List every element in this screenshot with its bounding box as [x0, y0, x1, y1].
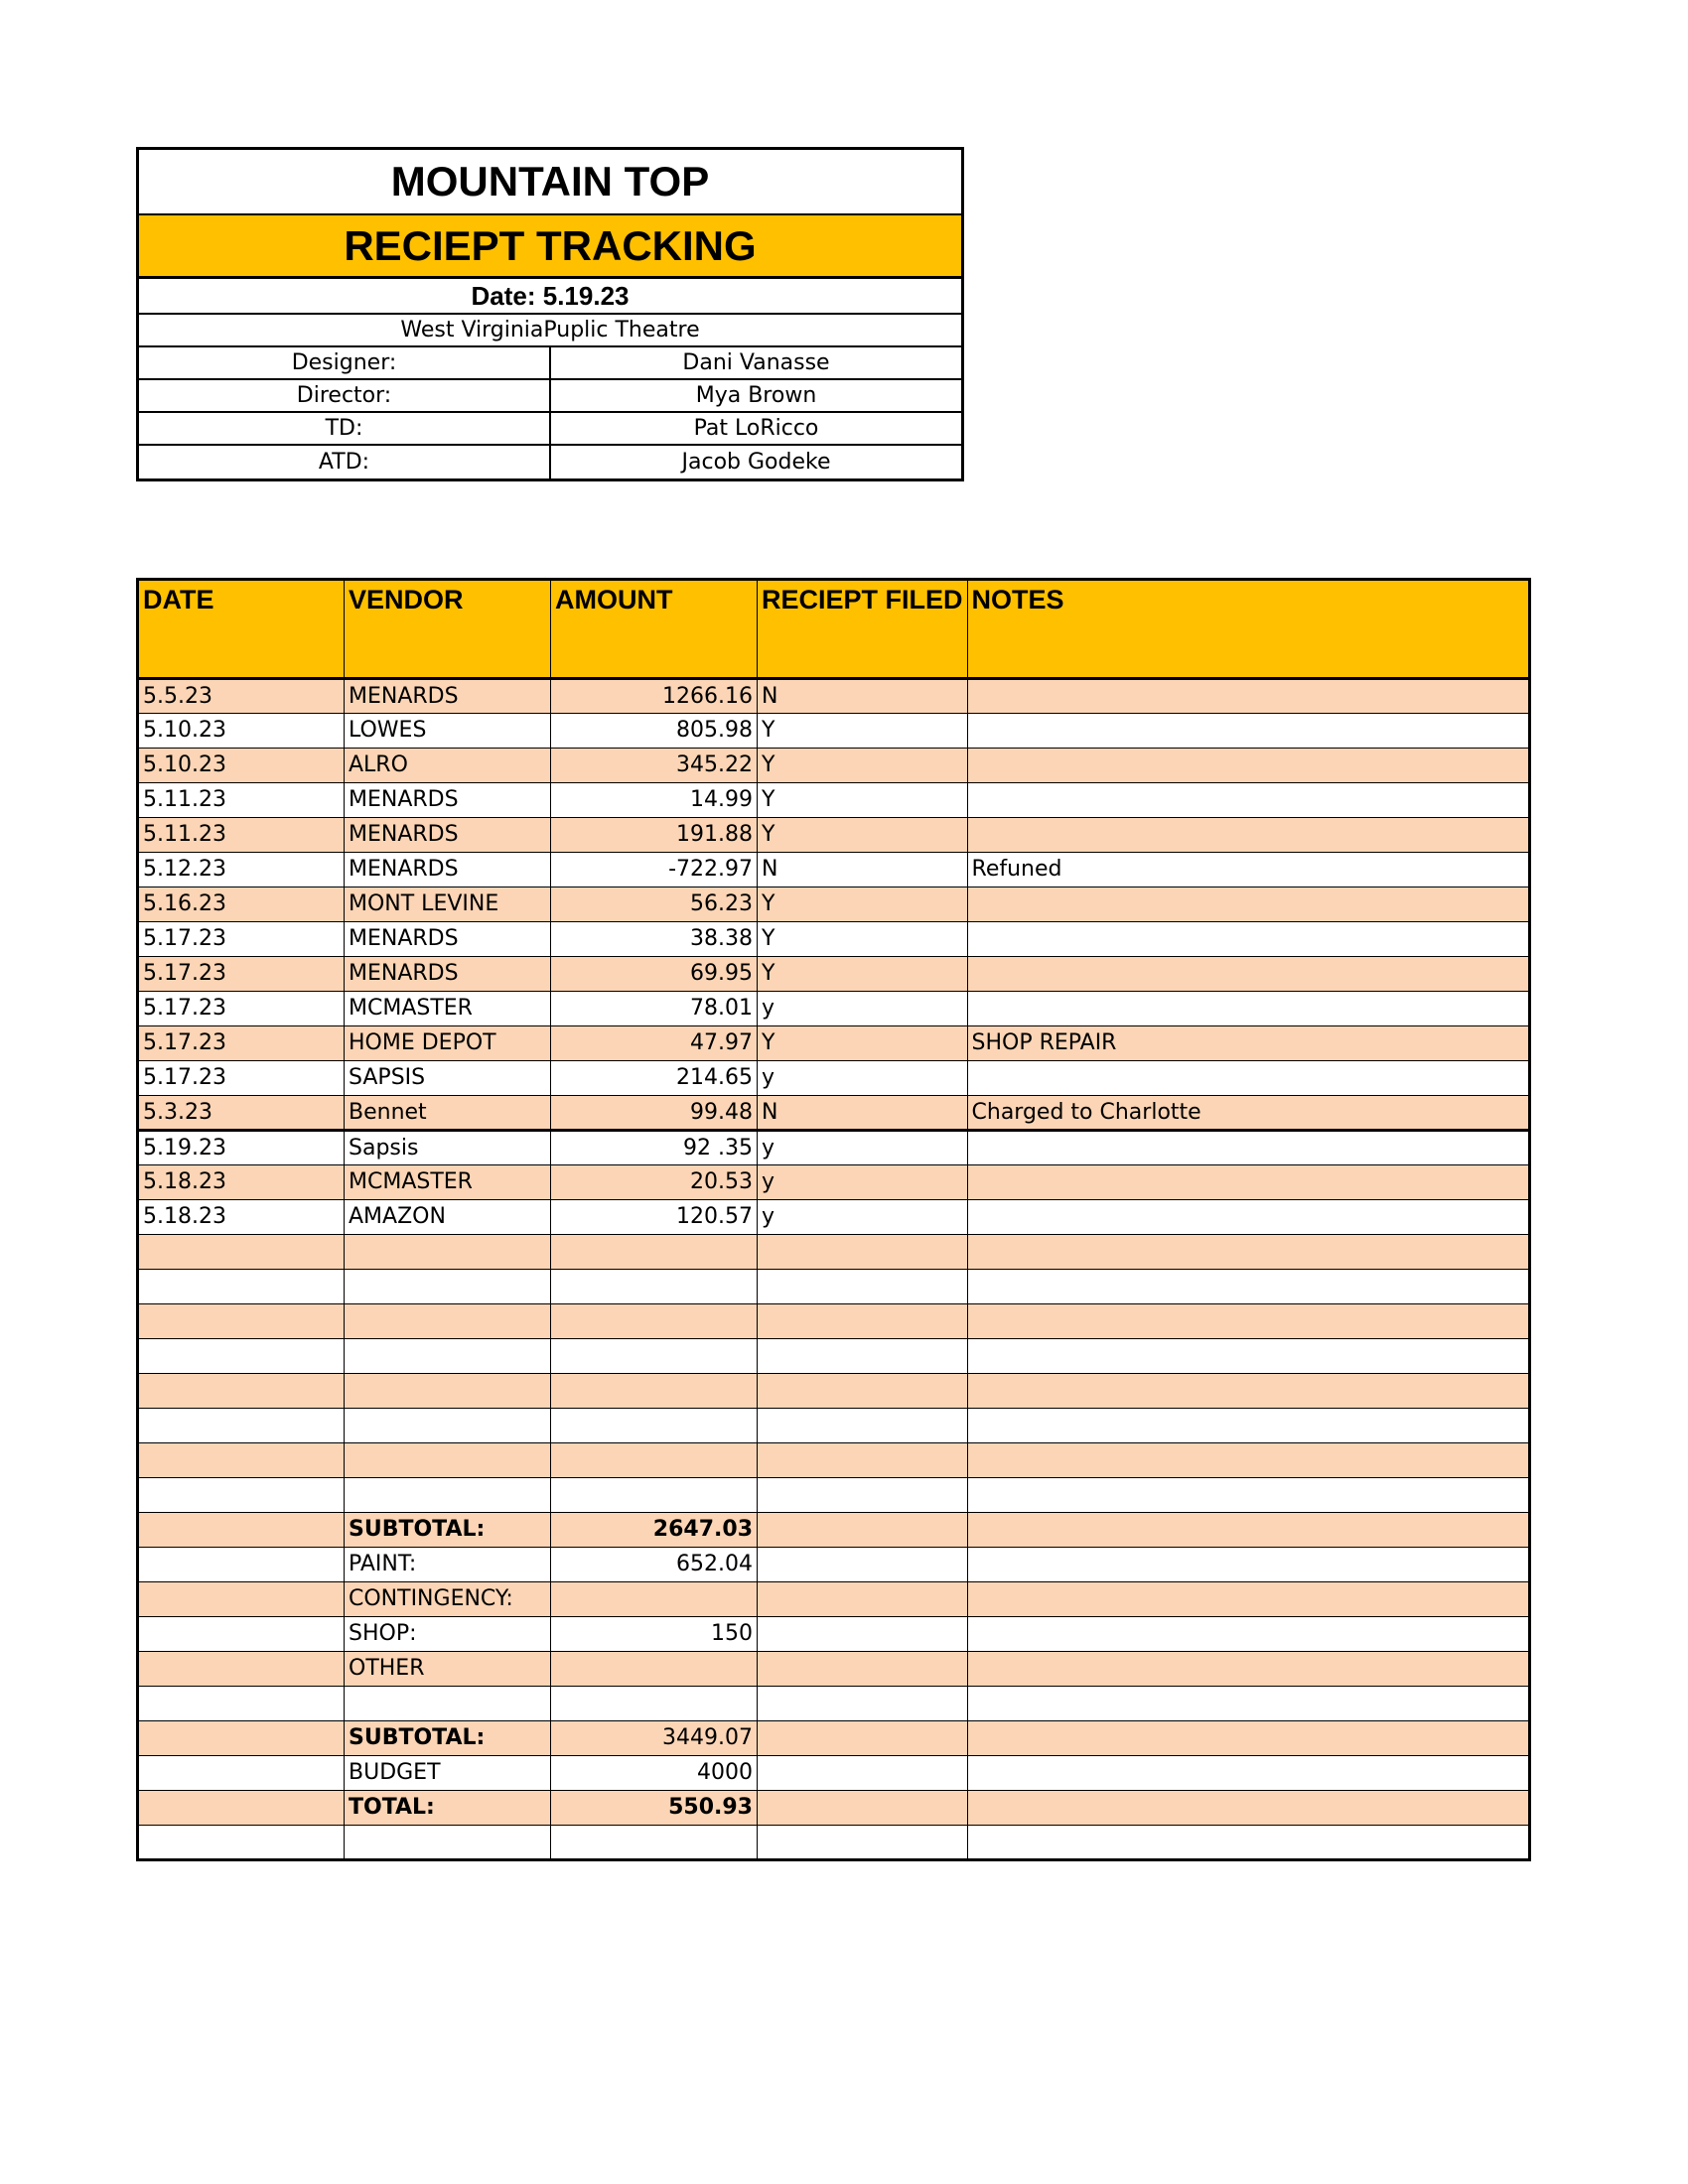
notes-cell — [967, 1304, 1529, 1339]
amount-cell — [551, 1235, 758, 1270]
date-cell — [138, 1721, 345, 1756]
amount-cell: 78.01 — [551, 992, 758, 1026]
receipt-filed-cell — [758, 1304, 968, 1339]
receipt-filed-cell: Y — [758, 749, 968, 783]
amount-cell: 652.04 — [551, 1548, 758, 1582]
date-cell — [138, 1235, 345, 1270]
date-cell — [138, 1374, 345, 1409]
atd-row — [139, 446, 961, 478]
vendor-cell — [345, 1478, 551, 1513]
date-cell: 5.5.23 — [138, 679, 345, 714]
date-cell: 5.18.23 — [138, 1165, 345, 1200]
amount-cell: 120.57 — [551, 1200, 758, 1235]
notes-cell — [967, 1687, 1529, 1721]
vendor-cell: MENARDS — [345, 679, 551, 714]
column-header-receipt-filed: RECIEPT FILED — [758, 580, 968, 679]
date-cell: 5.10.23 — [138, 714, 345, 749]
receipt-filed-cell — [758, 1617, 968, 1652]
date-cell — [138, 1652, 345, 1687]
amount-cell — [551, 1826, 758, 1860]
notes-cell — [967, 887, 1529, 922]
table-row — [138, 1200, 1530, 1235]
receipt-filed-cell — [758, 1687, 968, 1721]
table-row — [138, 1478, 1530, 1513]
table-row — [138, 1617, 1530, 1652]
header-block — [136, 147, 964, 481]
notes-cell — [967, 1513, 1529, 1548]
atd-value: Jacob Godeke — [681, 450, 831, 475]
vendor-cell — [345, 1443, 551, 1478]
notes-cell — [967, 714, 1529, 749]
amount-cell: 38.38 — [551, 922, 758, 957]
vendor-cell — [345, 1235, 551, 1270]
table-row — [138, 1652, 1530, 1687]
amount-cell — [551, 1443, 758, 1478]
receipt-filed-cell: N — [758, 853, 968, 887]
director-row — [139, 380, 961, 413]
notes-cell — [967, 1791, 1529, 1826]
vendor-cell: MONT LEVINE — [345, 887, 551, 922]
table-header-row — [138, 580, 1530, 679]
notes-cell: Refuned — [967, 853, 1529, 887]
amount-cell: 14.99 — [551, 783, 758, 818]
director-value: Mya Brown — [695, 383, 817, 408]
notes-cell — [967, 992, 1529, 1026]
notes-cell — [967, 749, 1529, 783]
table-row — [138, 1791, 1530, 1826]
date-cell — [138, 1409, 345, 1443]
receipt-filed-cell — [758, 1756, 968, 1791]
date-cell: 5.17.23 — [138, 922, 345, 957]
date-cell — [138, 1478, 345, 1513]
amount-cell: 191.88 — [551, 818, 758, 853]
amount-cell: 47.97 — [551, 1026, 758, 1061]
date-cell — [138, 1548, 345, 1582]
date-cell: 5.17.23 — [138, 957, 345, 992]
table-row — [138, 1270, 1530, 1304]
vendor-cell: MENARDS — [345, 957, 551, 992]
receipt-table — [136, 578, 1531, 1861]
vendor-cell — [345, 1826, 551, 1860]
date-cell — [138, 1582, 345, 1617]
amount-cell — [551, 1582, 758, 1617]
amount-cell — [551, 1270, 758, 1304]
notes-cell — [967, 1374, 1529, 1409]
receipt-filed-cell — [758, 1721, 968, 1756]
notes-cell — [967, 679, 1529, 714]
amount-cell: 150 — [551, 1617, 758, 1652]
notes-cell — [967, 1165, 1529, 1200]
table-row — [138, 1131, 1530, 1165]
date-cell — [138, 1513, 345, 1548]
amount-cell — [551, 1374, 758, 1409]
table-row — [138, 818, 1530, 853]
amount-cell — [551, 1652, 758, 1687]
notes-cell — [967, 1339, 1529, 1374]
table-row — [138, 853, 1530, 887]
table-row — [138, 1374, 1530, 1409]
date-cell — [138, 1756, 345, 1791]
vendor-cell: MENARDS — [345, 922, 551, 957]
receipt-filed-cell: N — [758, 1096, 968, 1131]
table-row — [138, 1443, 1530, 1478]
receipt-filed-cell: Y — [758, 887, 968, 922]
notes-cell — [967, 1131, 1529, 1165]
date-cell: 5.17.23 — [138, 1061, 345, 1096]
table-row — [138, 922, 1530, 957]
table-row — [138, 1304, 1530, 1339]
receipt-filed-cell — [758, 1443, 968, 1478]
notes-cell — [967, 1548, 1529, 1582]
table-row — [138, 1096, 1530, 1131]
date-cell: 5.17.23 — [138, 992, 345, 1026]
table-row — [138, 992, 1530, 1026]
td-label: TD: — [139, 413, 551, 444]
vendor-cell — [345, 1687, 551, 1721]
amount-cell: 805.98 — [551, 714, 758, 749]
receipt-filed-cell — [758, 1582, 968, 1617]
notes-cell — [967, 1235, 1529, 1270]
amount-cell: 99.48 — [551, 1096, 758, 1131]
receipt-filed-cell: y — [758, 1131, 968, 1165]
designer-value: Dani Vanasse — [682, 350, 830, 375]
vendor-cell: AMAZON — [345, 1200, 551, 1235]
notes-cell — [967, 1409, 1529, 1443]
vendor-cell: BUDGET — [345, 1756, 551, 1791]
document-subtitle: RECIEPT TRACKING — [139, 215, 961, 279]
vendor-cell: LOWES — [345, 714, 551, 749]
vendor-cell — [345, 1304, 551, 1339]
table-row — [138, 1513, 1530, 1548]
receipt-filed-cell: y — [758, 1165, 968, 1200]
receipt-filed-cell: Y — [758, 818, 968, 853]
receipt-filed-cell — [758, 1652, 968, 1687]
vendor-cell: SUBTOTAL: — [345, 1721, 551, 1756]
notes-cell — [967, 1478, 1529, 1513]
receipt-filed-cell: Y — [758, 714, 968, 749]
date-cell: 5.19.23 — [138, 1131, 345, 1165]
vendor-cell — [345, 1374, 551, 1409]
table-row — [138, 749, 1530, 783]
vendor-cell: SHOP: — [345, 1617, 551, 1652]
vendor-cell — [345, 1270, 551, 1304]
receipt-filed-cell: Y — [758, 957, 968, 992]
vendor-cell: CONTINGENCY: — [345, 1582, 551, 1617]
date-cell — [138, 1270, 345, 1304]
receipt-filed-cell — [758, 1374, 968, 1409]
amount-cell — [551, 1409, 758, 1443]
vendor-cell — [345, 1409, 551, 1443]
designer-label: Designer: — [139, 347, 551, 378]
notes-cell — [967, 783, 1529, 818]
receipt-filed-cell — [758, 1791, 968, 1826]
receipt-filed-cell — [758, 1513, 968, 1548]
table-row — [138, 1826, 1530, 1860]
table-row — [138, 1026, 1530, 1061]
notes-cell — [967, 1200, 1529, 1235]
column-header-notes: NOTES — [967, 580, 1529, 679]
amount-cell: -722.97 — [551, 853, 758, 887]
notes-cell — [967, 1061, 1529, 1096]
date-cell — [138, 1339, 345, 1374]
date-cell — [138, 1443, 345, 1478]
amount-cell: 1266.16 — [551, 679, 758, 714]
amount-cell — [551, 1304, 758, 1339]
table-row — [138, 1165, 1530, 1200]
vendor-cell: OTHER — [345, 1652, 551, 1687]
amount-cell — [551, 1339, 758, 1374]
receipt-filed-cell: Y — [758, 783, 968, 818]
table-row — [138, 1409, 1530, 1443]
receipt-filed-cell: N — [758, 679, 968, 714]
vendor-cell: ALRO — [345, 749, 551, 783]
date-cell: 5.12.23 — [138, 853, 345, 887]
receipt-filed-cell: y — [758, 1061, 968, 1096]
table-row — [138, 783, 1530, 818]
notes-cell — [967, 1443, 1529, 1478]
date-cell: 5.16.23 — [138, 887, 345, 922]
receipt-filed-cell: Y — [758, 922, 968, 957]
notes-cell: Charged to Charlotte — [967, 1096, 1529, 1131]
atd-label: ATD: — [139, 446, 551, 478]
receipt-filed-cell — [758, 1478, 968, 1513]
vendor-cell — [345, 1339, 551, 1374]
vendor-cell: MCMASTER — [345, 992, 551, 1026]
notes-cell — [967, 1617, 1529, 1652]
date-cell: 5.11.23 — [138, 783, 345, 818]
document-date: Date: 5.19.23 — [139, 279, 961, 315]
table-row — [138, 1061, 1530, 1096]
date-cell — [138, 1304, 345, 1339]
vendor-cell: MENARDS — [345, 818, 551, 853]
date-cell: 5.11.23 — [138, 818, 345, 853]
table-row — [138, 957, 1530, 992]
amount-cell: 20.53 — [551, 1165, 758, 1200]
amount-cell: 69.95 — [551, 957, 758, 992]
vendor-cell: SAPSIS — [345, 1061, 551, 1096]
date-cell — [138, 1617, 345, 1652]
column-header-amount: AMOUNT — [551, 580, 758, 679]
vendor-cell: SUBTOTAL: — [345, 1513, 551, 1548]
notes-cell — [967, 1756, 1529, 1791]
notes-cell — [967, 1582, 1529, 1617]
notes-cell — [967, 1652, 1529, 1687]
receipt-filed-cell: Y — [758, 1026, 968, 1061]
receipt-filed-cell — [758, 1270, 968, 1304]
receipt-filed-cell: y — [758, 992, 968, 1026]
column-header-date: DATE — [138, 580, 345, 679]
vendor-cell: MENARDS — [345, 783, 551, 818]
amount-cell: 214.65 — [551, 1061, 758, 1096]
table-row — [138, 1235, 1530, 1270]
vendor-cell: PAINT: — [345, 1548, 551, 1582]
date-cell — [138, 1826, 345, 1860]
notes-cell — [967, 1826, 1529, 1860]
receipt-filed-cell — [758, 1548, 968, 1582]
table-row — [138, 1721, 1530, 1756]
document-title: MOUNTAIN TOP — [139, 150, 961, 215]
date-cell — [138, 1687, 345, 1721]
vendor-cell: TOTAL: — [345, 1791, 551, 1826]
column-header-vendor: VENDOR — [345, 580, 551, 679]
receipt-filed-cell — [758, 1235, 968, 1270]
vendor-cell: Sapsis — [345, 1131, 551, 1165]
table-row — [138, 679, 1530, 714]
table-row — [138, 1582, 1530, 1617]
amount-cell: 92 .35 — [551, 1131, 758, 1165]
vendor-cell: HOME DEPOT — [345, 1026, 551, 1061]
table-row — [138, 1687, 1530, 1721]
receipt-filed-cell — [758, 1826, 968, 1860]
vendor-cell: MENARDS — [345, 853, 551, 887]
table-row — [138, 1548, 1530, 1582]
amount-cell: 550.93 — [551, 1791, 758, 1826]
notes-cell — [967, 818, 1529, 853]
notes-cell — [967, 1721, 1529, 1756]
receipt-filed-cell: y — [758, 1200, 968, 1235]
vendor-cell: MCMASTER — [345, 1165, 551, 1200]
amount-cell: 56.23 — [551, 887, 758, 922]
table-row — [138, 714, 1530, 749]
date-cell: 5.18.23 — [138, 1200, 345, 1235]
theatre-name: West VirginiaPuplic Theatre — [139, 315, 961, 347]
notes-cell — [967, 957, 1529, 992]
table-body — [138, 679, 1530, 1860]
date-cell: 5.3.23 — [138, 1096, 345, 1131]
notes-cell — [967, 922, 1529, 957]
director-label: Director: — [139, 380, 551, 411]
table-row — [138, 887, 1530, 922]
designer-row — [139, 347, 961, 380]
notes-cell — [967, 1270, 1529, 1304]
td-row — [139, 413, 961, 446]
table-row — [138, 1339, 1530, 1374]
td-value: Pat LoRicco — [693, 416, 819, 441]
amount-cell: 4000 — [551, 1756, 758, 1791]
receipt-filed-cell — [758, 1409, 968, 1443]
notes-cell: SHOP REPAIR — [967, 1026, 1529, 1061]
amount-cell: 345.22 — [551, 749, 758, 783]
date-cell: 5.10.23 — [138, 749, 345, 783]
amount-cell — [551, 1687, 758, 1721]
date-cell: 5.17.23 — [138, 1026, 345, 1061]
amount-cell: 2647.03 — [551, 1513, 758, 1548]
date-cell — [138, 1791, 345, 1826]
amount-cell — [551, 1478, 758, 1513]
receipt-filed-cell — [758, 1339, 968, 1374]
vendor-cell: Bennet — [345, 1096, 551, 1131]
table-row — [138, 1756, 1530, 1791]
amount-cell: 3449.07 — [551, 1721, 758, 1756]
